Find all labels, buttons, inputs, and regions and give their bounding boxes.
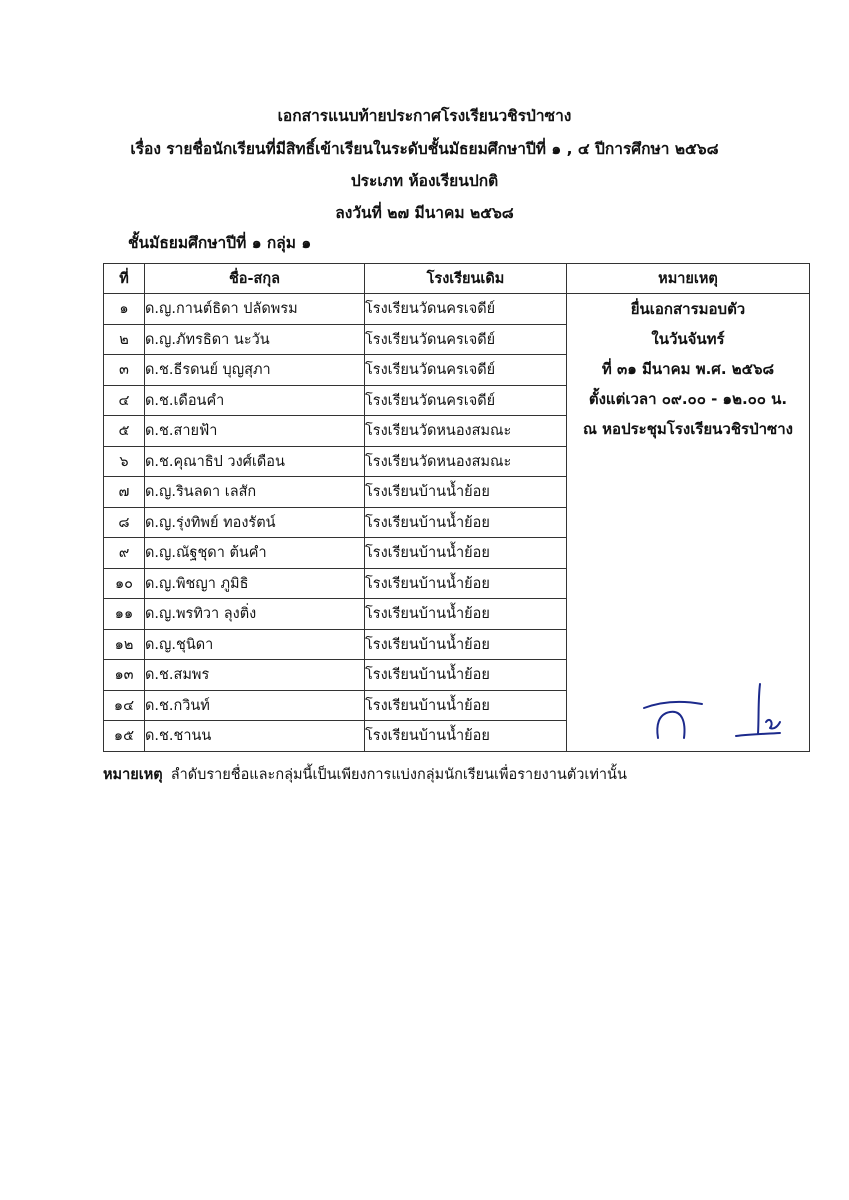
col-header-no: ที่ [104, 264, 145, 294]
group-label: ชั้นมัธยมศึกษาปีที่ ๑ กลุ่ม ๑ [128, 234, 312, 252]
student-name: ด.ช.กวินท์ [145, 690, 365, 721]
remark-label: หมายเหตุ [103, 767, 163, 783]
table-header-row [104, 264, 810, 294]
header-line-2: เรื่อง รายชื่อนักเรียนที่มีสิทธิ์เข้าเรียนในระดับชั้นมัธยมศึกษาปีที่ ๑ , ๔ ปีการศึกษา ๒๕๖๘ [130, 140, 719, 158]
previous-school: โรงเรียนวัดนครเจดีย์ [365, 385, 567, 416]
remark-text: ลำดับรายชื่อและกลุ่มนี้เป็นเพียงการแบ่งกลุ่มนักเรียนเพื่อรายงานตัวเท่านั้น [170, 767, 627, 783]
previous-school: โรงเรียนวัดหนองสมณะ [365, 446, 567, 477]
student-table [103, 263, 810, 752]
previous-school: โรงเรียนบ้านน้ำย้อย [365, 538, 567, 569]
student-name: ด.ญ.ชุนิดา [145, 629, 365, 660]
row-number: ๑๔ [104, 690, 145, 721]
row-number: ๑ [104, 294, 145, 325]
student-name: ด.ช.สมพร [145, 660, 365, 691]
row-number: ๑๕ [104, 721, 145, 752]
col-header-name: ชื่อ-สกุล [145, 264, 365, 294]
row-number: ๖ [104, 446, 145, 477]
student-name: ด.ช.ชานน [145, 721, 365, 752]
note-line: ที่ ๓๑ มีนาคม พ.ศ. ๒๕๖๘ [601, 360, 775, 378]
row-number: ๒ [104, 324, 145, 355]
table-row [104, 294, 810, 325]
row-number: ๔ [104, 385, 145, 416]
previous-school: โรงเรียนบ้านน้ำย้อย [365, 629, 567, 660]
note-line: ณ หอประชุมโรงเรียนวชิรป่าซาง [583, 420, 793, 438]
note-line: ตั้งแต่เวลา ๐๙.๐๐ - ๑๒.๐๐ น. [588, 390, 788, 408]
student-name: ด.ช.คุณาธิป วงศ์เดือน [145, 446, 365, 477]
previous-school: โรงเรียนวัดนครเจดีย์ [365, 355, 567, 386]
row-number: ๘ [104, 507, 145, 538]
previous-school: โรงเรียนวัดนครเจดีย์ [365, 294, 567, 325]
previous-school: โรงเรียนวัดนครเจดีย์ [365, 324, 567, 355]
row-number: ๑๒ [104, 629, 145, 660]
row-number: ๙ [104, 538, 145, 569]
student-name: ด.ญ.รินลดา เลสัก [145, 477, 365, 508]
row-number: ๑๐ [104, 568, 145, 599]
col-header-note: หมายเหตุ [567, 264, 810, 294]
student-name: ด.ญ.ณัฐชุดา ต้นคำ [145, 538, 365, 569]
student-name: ด.ญ.ภัทรธิดา นะวัน [145, 324, 365, 355]
student-name: ด.ช.ธีรดนย์ บุญสุภา [145, 355, 365, 386]
handwritten-signature [640, 680, 790, 750]
student-name: ด.ญ.กานต์ธิดา ปลัดพรม [145, 294, 365, 325]
previous-school: โรงเรียนบ้านน้ำย้อย [365, 477, 567, 508]
previous-school: โรงเรียนบ้านน้ำย้อย [365, 599, 567, 630]
previous-school: โรงเรียนบ้านน้ำย้อย [365, 568, 567, 599]
row-number: ๗ [104, 477, 145, 508]
row-number: ๑๓ [104, 660, 145, 691]
remark [103, 764, 627, 786]
header-line-4: ลงวันที่ ๒๗ มีนาคม ๒๕๖๘ [335, 204, 514, 222]
student-name: ด.ญ.พิชญา ภูมิธิ [145, 568, 365, 599]
row-number: ๑๑ [104, 599, 145, 630]
student-name: ด.ช.สายฟ้า [145, 416, 365, 447]
student-name: ด.ญ.พรทิวา ลุงติ่ง [145, 599, 365, 630]
previous-school: โรงเรียนบ้านน้ำย้อย [365, 721, 567, 752]
col-header-school: โรงเรียนเดิม [365, 264, 567, 294]
student-name: ด.ช.เดือนคำ [145, 385, 365, 416]
previous-school: โรงเรียนบ้านน้ำย้อย [365, 660, 567, 691]
note-line: ในวันจันทร์ [651, 330, 725, 348]
row-number: ๓ [104, 355, 145, 386]
student-name: ด.ญ.รุ่งทิพย์ ทองรัตน์ [145, 507, 365, 538]
previous-school: โรงเรียนบ้านน้ำย้อย [365, 507, 567, 538]
header-line-3: ประเภท ห้องเรียนปกติ [350, 172, 499, 190]
previous-school: โรงเรียนบ้านน้ำย้อย [365, 690, 567, 721]
previous-school: โรงเรียนวัดหนองสมณะ [365, 416, 567, 447]
row-number: ๕ [104, 416, 145, 447]
header-line-1: เอกสารแนบท้ายประกาศโรงเรียนวชิรป่าซาง [277, 107, 572, 125]
note-line: ยื่นเอกสารมอบตัว [630, 300, 746, 318]
